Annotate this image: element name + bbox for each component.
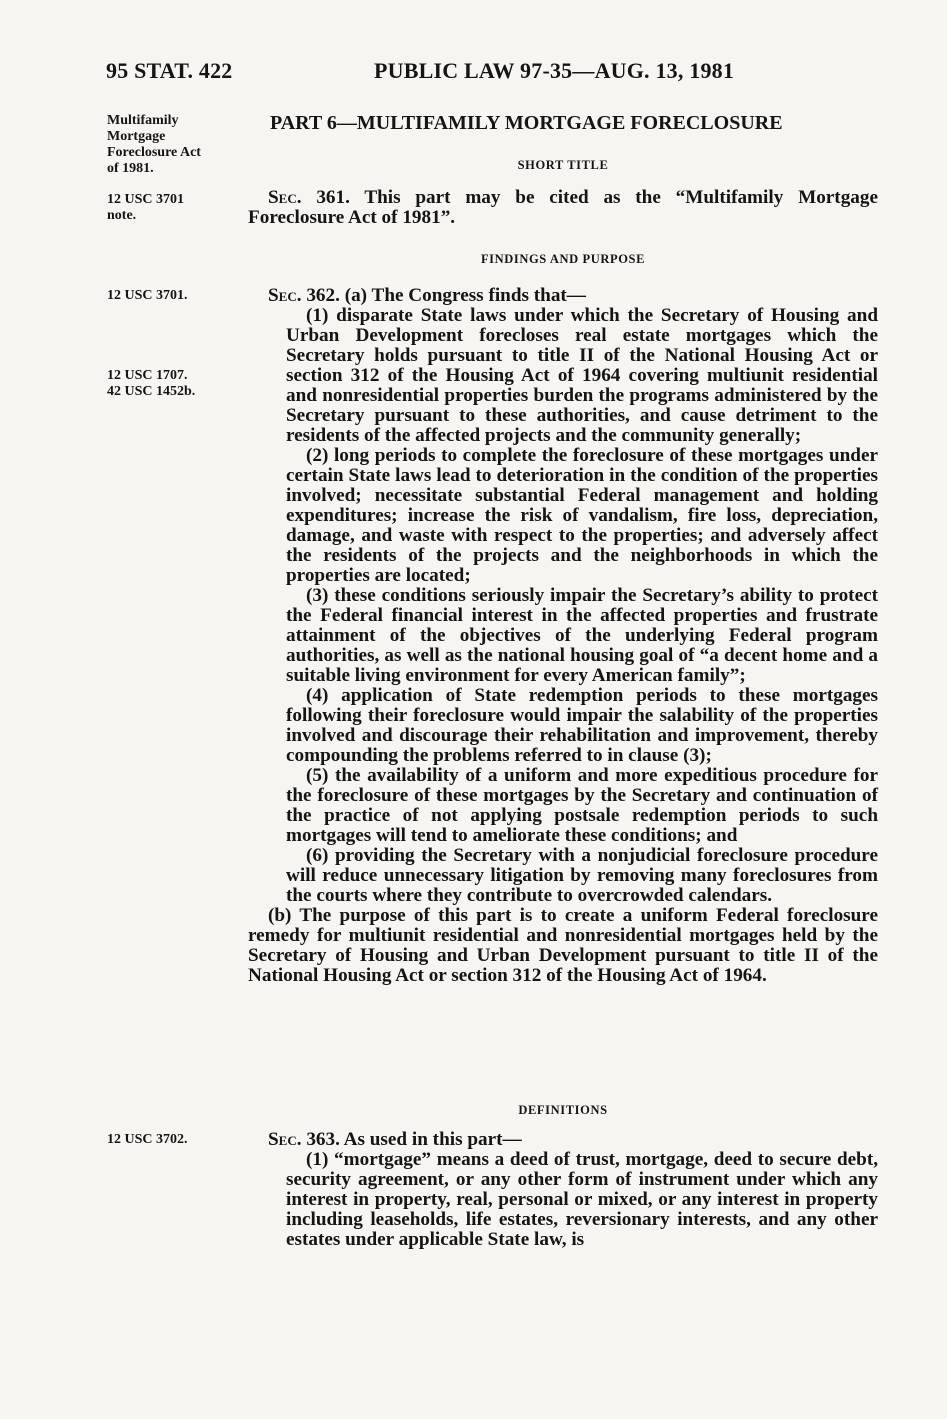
section-label: Sec.	[268, 187, 302, 208]
section-label: Sec.	[268, 1129, 302, 1150]
part-title: PART 6—MULTIFAMILY MORTGAGE FORECLOSURE	[270, 112, 783, 134]
section-361-text: 361. This part may be cited as the “Multifamily Mortgage Foreclosure Act of 1981”.	[248, 187, 878, 228]
margin-note-usc-1707: 12 USC 1707. 42 USC 1452b.	[107, 368, 196, 399]
margin-note-usc-3701: 12 USC 3701.	[107, 288, 188, 303]
section-363-intro: 363. As used in this part—	[301, 1129, 522, 1150]
section-label: Sec.	[268, 285, 302, 306]
finding-clause-6: (6) providing the Secretary with a nonjudicial foreclosure procedure will reduce unnecessary litigation by removing many foreclosures from the courts where they contribute to overcrowded calendars.	[286, 845, 878, 906]
findings-clauses	[248, 306, 878, 906]
section-363	[248, 1130, 878, 1250]
finding-clause-3: (3) these conditions seriously impair the Secretary’s ability to protect the Federal financial interest in the affected properties and frustrate attainment of the objectives of the underlying Federal program authorities, as well as the national housing goal of “a decent home and a suitable living environment for every American family”;	[286, 585, 878, 686]
margin-note-usc-3702: 12 USC 3702.	[107, 1132, 188, 1147]
finding-clause-1: (1) disparate State laws under which the Secretary of Housing and Urban Development forecloses real estate mortgages which the Secretary holds pursuant to title II of the National Housing Act or section 312 of the Housing Act of 1964 covering multiunit residential and nonresidential properties burden the programs administered by the Secretary pursuant to these authorities, and cause detriment to the residents of the affected projects and the community generally;	[286, 305, 878, 446]
definition-clause-1: (1) “mortgage” means a deed of trust, mortgage, deed to secure debt, security agreement, or any other form of instrument under which any interest in property, real, personal or mixed, or any interest in property including leaseholds, life estates, reversionary interests, and any other estates under applicable State law, is	[286, 1149, 878, 1250]
section-362	[248, 286, 878, 986]
finding-clause-2: (2) long periods to complete the foreclosure of these mortgages under certain State laws lead to deterioration in the condition of the properties involved; necessitate substantial Federal management and holding expenditures; increase the risk of vandalism, fire loss, depreciation, damage, and waste with respect to the properties; and adversely affect the residents of the projects and the neighborhoods in which the properties are located;	[286, 445, 878, 586]
stat-page-number: 95 STAT. 422	[106, 58, 233, 83]
section-362-intro: 362. (a) The Congress finds that—	[301, 285, 586, 306]
heading-definitions: DEFINITIONS	[518, 1103, 608, 1117]
finding-clause-5: (5) the availability of a uniform and more expeditious procedure for the foreclosure of these mortgages by the Secretary and continuation of the practice of not applying postsale redemption periods to such mortgages will tend to ameliorate these conditions; and	[286, 765, 878, 846]
purpose-paragraph: (b) The purpose of this part is to create a uniform Federal foreclosure remedy for multiunit residential and nonresidential mortgages held by the Secretary of Housing and Urban Development pursuant to title II of the National Housing Act or section 312 of the Housing Act of 1964.	[248, 905, 878, 986]
margin-note-usc-3701-note: 12 USC 3701 note.	[107, 192, 185, 223]
section-361	[248, 188, 878, 228]
margin-note-act-name: Multifamily Mortgage Foreclosure Act of 1981.	[107, 113, 201, 176]
heading-short-title: SHORT TITLE	[517, 158, 609, 172]
public-law-citation: PUBLIC LAW 97-35—AUG. 13, 1981	[374, 58, 735, 83]
finding-clause-4: (4) application of State redemption periods to these mortgages following their foreclosure would impair the salability of the properties involved and discourage their rehabilitation and improvement, thereby compounding the problems referred to in clause (3);	[286, 685, 878, 766]
heading-findings: FINDINGS AND PURPOSE	[480, 252, 646, 266]
